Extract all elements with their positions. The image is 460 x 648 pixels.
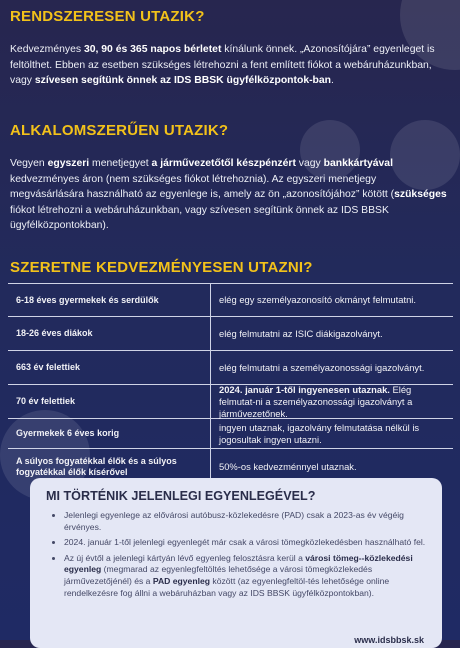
row-category: 6-18 éves gyermekek és serdülők <box>16 294 159 305</box>
row-condition: 2024. január 1-től ingyenesen utaznak. Elég felmutat-ni a személyazonossági igazolványt a járművezetőnek. <box>210 385 453 418</box>
list-item: • Jelenlegi egyenlege az elővárosi autóbusz-közlekedésre (PAD) csak a 2023-as év végéig érvényes. <box>64 510 439 533</box>
table-row <box>8 284 453 317</box>
panel-title: MI TÖRTÉNIK JELENLEGI EGYENLEGÉVEL? <box>46 489 316 503</box>
row-condition: 50%-os kedvezménnyel utaznak. <box>210 449 453 484</box>
row-category: 663 év felettiek <box>16 362 81 372</box>
list-item: • Az új évtől a jelenlegi kártyán lévő egyenleg felosztásra kerül a városi tömeg--közlekedési egyenleg (megmarad az egyenlegfeltöltés lehetősége a városi tömegközlekedés járművezetőjénél) és a PAD egyenleg között (az egyenlegfeltöl-tés lehetősége online rendelkezésre fog állni a webáruházban vagy az IDS BBSK ügyfélközpontokban). <box>64 553 439 599</box>
list-item: • 2024. január 1-től jelenlegi egyenlegét már csak a városi tömegközlekedésben használható fel. <box>64 537 439 549</box>
section-title-regular: RENDSZERESEN UTAZIK? <box>10 8 205 25</box>
row-condition: elég egy személyazonosító okmányt felmutatni. <box>210 284 453 316</box>
panel-list <box>50 510 439 603</box>
table-row <box>8 419 453 449</box>
row-category: A súlyos fogyatékkal élők és a súlyos fogyatékkal élők kísérővel <box>16 455 177 477</box>
row-category: Gyermekek 6 éves korig <box>16 428 120 438</box>
balance-info-panel <box>30 478 442 648</box>
website-url: www.idsbbsk.sk <box>354 635 424 645</box>
table-row <box>8 317 453 351</box>
row-condition: elég felmutatni az ISIC diákigazolványt. <box>210 317 453 350</box>
discount-table <box>8 283 453 484</box>
section-text-regular: Kedvezményes 30, 90 és 365 napos bérletet kínálunk önnek. „Azonosítójára” egyenleget is feltölthet. Ebben az esetben szükséges létrehozni a fent említett fiókot a webáruházunkban, vagy szívesen segítünk önnek az IDS BBSK ügyfélközpontok-ban. <box>10 44 435 87</box>
row-condition: ingyen utaznak, igazolvány felmutatása nélkül is jogosultak ingyen utazni. <box>210 419 453 448</box>
row-category: 18-26 éves diákok <box>16 328 93 338</box>
section-title-occasional: ALKALOMSZERŰEN UTAZIK? <box>10 122 229 139</box>
row-condition: elég felmutatni a személyazonossági igazolványt. <box>210 351 453 384</box>
section-title-discount: SZERETNE KEDVEZMÉNYESEN UTAZNI? <box>10 259 313 276</box>
row-category: 70 év felettiek <box>16 396 76 406</box>
section-text-occasional: Vegyen egyszeri menetjegyet a járművezetőtől készpénzért vagy bankkártyával kedvezményes áron (nem szükséges fiókot létrehoznia). Az egyszeri menetjegy megvásárlására használható az egyenlege is, amely az ön „azonosítójához” kötött (szükséges fiókot létrehozni a webáruházunkban, vagy szívesen segítünk önnek az IDS BBSK ügyfélközpontokban). <box>10 158 447 232</box>
table-row <box>8 385 453 419</box>
table-row <box>8 351 453 385</box>
